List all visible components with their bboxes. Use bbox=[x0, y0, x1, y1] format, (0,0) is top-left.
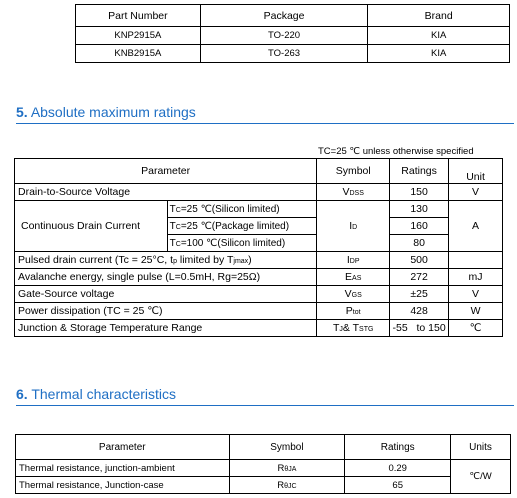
symbol-sub: tot bbox=[352, 309, 361, 316]
condition-sub: C bbox=[175, 240, 181, 248]
table-row bbox=[76, 27, 510, 45]
section-5-rule bbox=[16, 123, 514, 124]
condition-cell bbox=[167, 201, 317, 218]
symbol-sub: GS bbox=[351, 292, 362, 299]
symbol-main: I bbox=[346, 254, 350, 266]
unit-cell bbox=[449, 252, 503, 269]
section-6-number: 6. bbox=[16, 386, 28, 402]
param-sub: p bbox=[173, 258, 177, 265]
param-text: limited by T bbox=[176, 254, 234, 266]
table-row bbox=[15, 286, 503, 303]
unit-cell: mJ bbox=[449, 269, 503, 286]
symbol-sub: θJC bbox=[284, 482, 297, 490]
symbol-main: P bbox=[345, 305, 353, 317]
param-text: ) bbox=[248, 254, 252, 266]
symbol-sub: AS bbox=[352, 275, 362, 282]
param-sub: jmax bbox=[233, 258, 249, 265]
value-cell: 80 bbox=[390, 235, 449, 252]
symbol-sub: DP bbox=[349, 258, 360, 265]
param-cell: Junction & Storage Temperature Range bbox=[15, 320, 317, 337]
header-ratings: Ratings bbox=[390, 159, 449, 184]
symbol-main: T bbox=[332, 322, 340, 334]
table-row bbox=[16, 460, 511, 477]
unit-cell: V bbox=[449, 286, 503, 303]
param-cell: Power dissipation (TC = 25 ℃) bbox=[15, 303, 317, 320]
thermal-header-row bbox=[16, 435, 511, 460]
condition-text: =25 ℃(Silicon limited) bbox=[180, 203, 280, 215]
param-cell bbox=[15, 252, 317, 269]
condition-sub: C bbox=[175, 223, 181, 231]
param-cell: Continuous Drain Current bbox=[15, 201, 168, 252]
section-5-number: 5. bbox=[16, 104, 28, 120]
section-6-heading bbox=[16, 386, 176, 402]
symbol-cell bbox=[317, 201, 390, 252]
value-cell: 130 bbox=[390, 201, 449, 218]
package-cell: TO-263 bbox=[200, 45, 368, 63]
value-cell: 0.29 bbox=[345, 460, 451, 477]
absolute-ratings-table bbox=[14, 158, 503, 337]
value-cell: -55 to 150 bbox=[390, 320, 449, 337]
symbol-main: R bbox=[277, 462, 285, 474]
symbol-cell bbox=[229, 477, 345, 494]
param-text: Pulsed drain current (Tc = 25°C, t bbox=[18, 254, 174, 266]
value-cell: 160 bbox=[390, 218, 449, 235]
condition-text: =100 ℃(Silicon limited) bbox=[180, 237, 286, 249]
symbol-main: R bbox=[277, 479, 285, 491]
header-parameter: Parameter bbox=[16, 435, 230, 460]
symbol-sub: DSS bbox=[349, 190, 364, 197]
table-row bbox=[15, 201, 503, 218]
symbol-main: & T bbox=[342, 322, 360, 334]
section-6-title: Thermal characteristics bbox=[31, 386, 177, 402]
symbol-cell bbox=[317, 320, 390, 337]
symbol-main: V bbox=[344, 288, 352, 300]
condition-sub: C bbox=[175, 206, 181, 214]
symbol-cell bbox=[229, 460, 345, 477]
table-row bbox=[15, 303, 503, 320]
value-cell: ±25 bbox=[390, 286, 449, 303]
part-number-cell: KNP2915A bbox=[76, 27, 201, 45]
brand-cell: KIA bbox=[368, 27, 510, 45]
unit-cell: V bbox=[449, 184, 503, 201]
condition-pre: T bbox=[169, 237, 176, 249]
value-cell: 428 bbox=[390, 303, 449, 320]
product-header-row bbox=[76, 5, 510, 27]
header-part-number: Part Number bbox=[76, 5, 201, 27]
symbol-cell bbox=[317, 303, 390, 320]
table-row bbox=[15, 269, 503, 286]
product-table bbox=[75, 4, 510, 63]
symbol-sub: θJA bbox=[284, 465, 297, 473]
value-cell: 272 bbox=[390, 269, 449, 286]
section-5-heading bbox=[16, 104, 196, 120]
header-parameter: Parameter bbox=[15, 159, 317, 184]
table-row bbox=[15, 252, 503, 269]
unit-cell: ℃/W bbox=[451, 460, 511, 494]
value-cell: 500 bbox=[390, 252, 449, 269]
header-symbol: Symbol bbox=[317, 159, 390, 184]
symbol-cell bbox=[317, 286, 390, 303]
symbol-main: V bbox=[342, 186, 350, 198]
table-row bbox=[76, 45, 510, 63]
header-ratings: Ratings bbox=[345, 435, 451, 460]
thermal-table bbox=[15, 434, 511, 494]
brand-cell: KIA bbox=[368, 45, 510, 63]
table-row bbox=[15, 184, 503, 201]
param-cell: Drain-to-Source Voltage bbox=[15, 184, 317, 201]
value-cell: 65 bbox=[345, 477, 451, 494]
condition-text: =25 ℃(Package limited) bbox=[180, 220, 290, 232]
ratings-condition-note: TC=25 ℃ unless otherwise specified bbox=[318, 146, 474, 157]
condition-cell bbox=[167, 218, 317, 235]
value-cell: 150 bbox=[390, 184, 449, 201]
unit-cell: W bbox=[449, 303, 503, 320]
param-cell: Thermal resistance, junction-ambient bbox=[16, 460, 230, 477]
symbol-cell bbox=[317, 269, 390, 286]
table-row bbox=[15, 320, 503, 337]
param-cell: Avalanche energy, single pulse (L=0.5mH, Rg=25Ω) bbox=[15, 269, 317, 286]
unit-cell: ℃ bbox=[449, 320, 503, 337]
condition-pre: T bbox=[169, 220, 176, 232]
header-package: Package bbox=[200, 5, 368, 27]
symbol-sub: J bbox=[339, 326, 343, 333]
section-5-title: Absolute maximum ratings bbox=[30, 104, 196, 120]
ratings-header-row bbox=[15, 159, 503, 184]
symbol-cell bbox=[317, 252, 390, 269]
symbol-sub: D bbox=[352, 224, 358, 231]
header-unit: Unit bbox=[449, 159, 503, 184]
symbol-sub: STG bbox=[359, 326, 374, 333]
package-cell: TO-220 bbox=[200, 27, 368, 45]
param-cell: Thermal resistance, Junction-case bbox=[16, 477, 230, 494]
unit-cell: A bbox=[449, 201, 503, 252]
section-6-rule bbox=[16, 405, 514, 406]
part-number-cell: KNB2915A bbox=[76, 45, 201, 63]
symbol-cell bbox=[317, 184, 390, 201]
symbol-main: E bbox=[345, 271, 353, 283]
header-units: Units bbox=[451, 435, 511, 460]
header-symbol: Symbol bbox=[229, 435, 345, 460]
symbol-main: I bbox=[349, 220, 353, 232]
param-cell: Gate-Source voltage bbox=[15, 286, 317, 303]
table-row bbox=[16, 477, 511, 494]
condition-pre: T bbox=[169, 203, 176, 215]
header-brand: Brand bbox=[368, 5, 510, 27]
condition-cell bbox=[167, 235, 317, 252]
